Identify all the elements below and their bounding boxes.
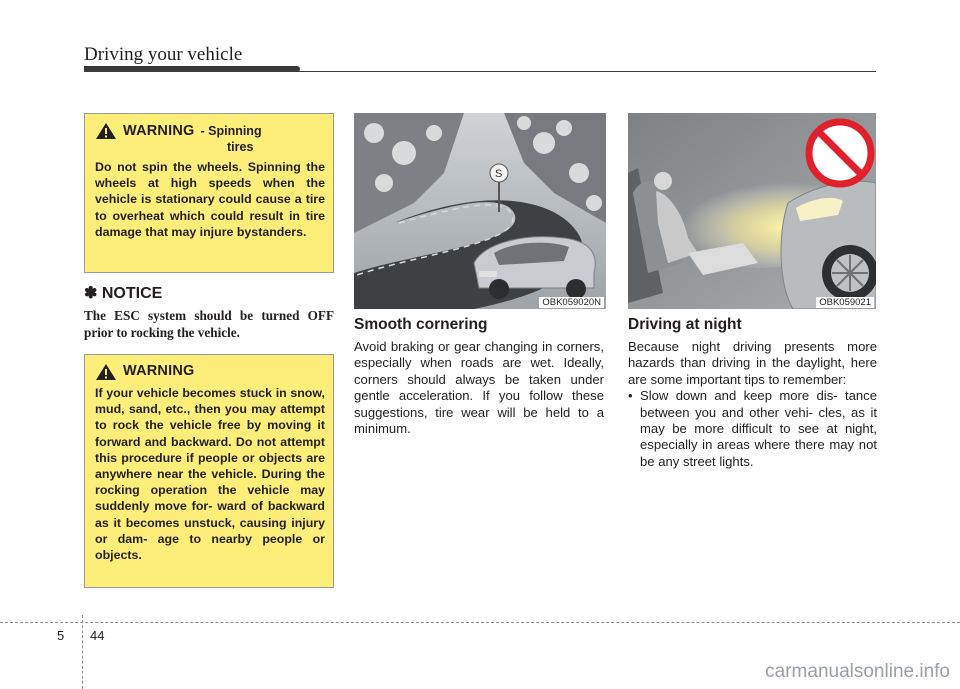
- section-title-driving-at-night: Driving at night: [628, 316, 742, 333]
- warning-heading: [95, 363, 325, 381]
- notice-title: ✽ NOTICE: [84, 285, 163, 302]
- watermark: carmanualsonline.info: [765, 661, 950, 682]
- warning-heading: [95, 122, 325, 155]
- figure-cornering-illustration: [354, 113, 606, 309]
- figure-code: OBK059021: [816, 297, 874, 308]
- night-intro: Because night driving presents more hazards than driving in the daylight, here are some important tips to remember:: [628, 339, 877, 387]
- page-header-title: Driving your vehicle: [84, 44, 243, 65]
- figure-code: OBK059020N: [539, 297, 604, 308]
- warning-triangle-icon: [95, 122, 117, 140]
- notice-body: The ESC system should be turned OFF prior to rocking the vehicle.: [84, 308, 334, 340]
- bullet-text: Slow down and keep more dis- tance between you and other vehi- cles, as it may be more difficult to see at night, especially in areas where there may not be any street lights.: [640, 388, 877, 469]
- bullet-icon: •: [628, 388, 633, 404]
- warning-body-text: If your vehicle becomes stuck in snow, mud, sand, etc., then you may attempt to rock the vehicle free by moving it forward and backward. Do not attempt this procedure if people or objects are anywhere near the vehicle. During the rocking operation the vehicle may suddenly move for- ward of backward as it becomes unstuck, causing injury or dam- age to nearby people or objects.: [95, 386, 325, 563]
- warning-body-text: Do not spin the wheels. Spinning the wheels at high speeds when the vehicle is stationary could cause a tire to overheat which could result in tire damage that may injure bystanders.: [95, 160, 325, 239]
- figure-night-illustration: [628, 113, 876, 309]
- footer-rule: [0, 622, 960, 623]
- snowy-road-car-image: [354, 113, 606, 309]
- night-headlight-glare-image: [628, 113, 876, 309]
- warning-triangle-icon: [95, 363, 117, 381]
- warning-label: WARNING: [123, 363, 195, 379]
- warning-subtitle: - Spinning: [200, 124, 262, 138]
- prohibition-icon: [809, 122, 871, 184]
- warning-box-stuck-vehicle: [84, 354, 334, 588]
- warning-box-spinning-tires: [84, 113, 334, 273]
- warning-label: WARNING: [123, 123, 195, 139]
- warning-subtitle-cont: tires: [227, 140, 254, 154]
- section-title-smooth-cornering: Smooth cornering: [354, 316, 488, 333]
- section-body-driving-at-night: [628, 339, 877, 470]
- page-number: 44: [90, 628, 105, 643]
- chapter-number: 5: [57, 628, 65, 643]
- footer-divider: [82, 615, 83, 689]
- list-item: [628, 388, 877, 470]
- header-rule: [84, 71, 876, 72]
- section-body-smooth-cornering: Avoid braking or gear changing in corners, especially when roads are wet. Ideally, corners should always be taken under gentle acceleration. If you follow these suggestions, tire wear will be held to a minimum.: [354, 339, 604, 437]
- svg-text:S: S: [495, 168, 503, 180]
